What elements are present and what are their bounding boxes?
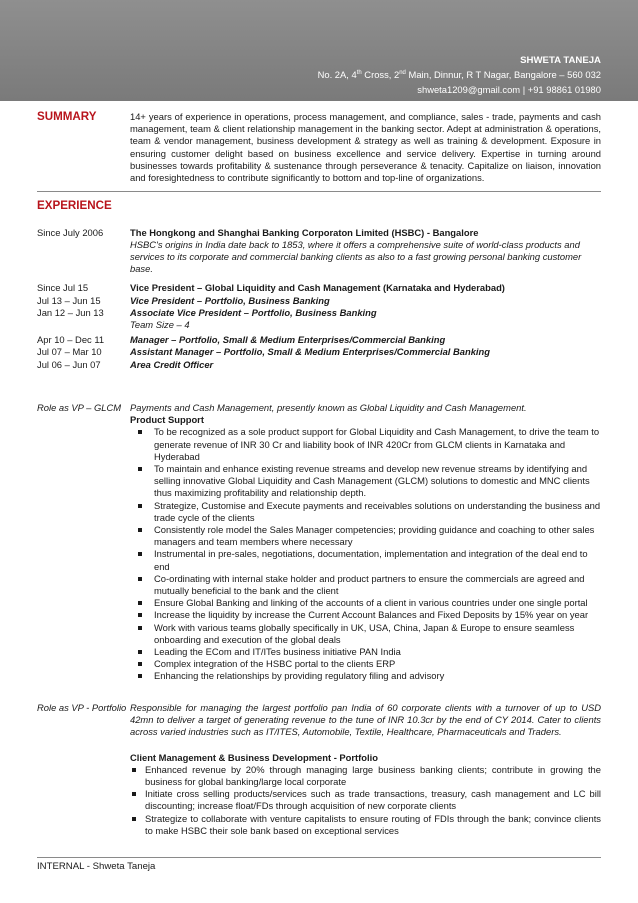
role-period: Jul 13 – Jun 15 bbox=[37, 295, 101, 306]
footer-divider bbox=[37, 857, 601, 858]
list-item: Enhancing the relationships by providing regulatory filing and advisory bbox=[130, 670, 601, 682]
glcm-intro: Payments and Cash Management, presently known as Global Liquidity and Cash Management. bbox=[130, 402, 527, 413]
list-item: Leading the ECom and IT/ITes business initiative PAN India bbox=[130, 646, 601, 658]
role-title: Associate Vice President – Portfolio, Business Banking bbox=[130, 307, 377, 318]
resume-header bbox=[0, 0, 638, 101]
glcm-section bbox=[130, 402, 601, 683]
role-title: Vice President – Global Liquidity and Cash Management (Karnataka and Hyderabad) bbox=[130, 282, 505, 293]
list-item: Complex integration of the HSBC portal to the clients ERP bbox=[130, 658, 601, 670]
role-title: Manager – Portfolio, Small & Medium Enterprises/Commercial Banking bbox=[130, 334, 446, 345]
role-period: Jul 07 – Mar 10 bbox=[37, 346, 102, 357]
glcm-subheading: Product Support bbox=[130, 414, 204, 426]
list-item: To be recognized as a sole product support for Global Liquidity and Cash Management, to drive the team to generate revenue of INR 30 Cr and liability book of INR 420Cr from GLCM clients in Karnataka and Hyderabad bbox=[130, 426, 601, 463]
list-item: Co-ordinating with internal stake holder and product partners to ensure the commercials are agreed and mutually beneficial to the bank and the client bbox=[130, 573, 601, 597]
list-item: Strategize to collaborate with venture capitalists to ensure routing of FDIs through the bank; convince clients to make HSBC their sole bank based on exceptional services bbox=[130, 813, 601, 837]
portfolio-subheading: Client Management & Business Development - Portfolio bbox=[130, 751, 378, 763]
list-item: Consistently role model the Sales Manager competencies; providing guidance and coaching to other sales managers and team members where necessary bbox=[130, 524, 601, 548]
footer-text: INTERNAL - Shweta Taneja bbox=[37, 861, 156, 872]
list-item: Enhanced revenue by 20% through managing large business banking clients; contribute in growing the business for global banking/large local corporate bbox=[130, 764, 601, 788]
bullet-icon bbox=[138, 528, 142, 532]
role-period: Since Jul 15 bbox=[37, 282, 89, 293]
portfolio-role-label: Role as VP - Portfolio bbox=[37, 702, 127, 713]
bullet-icon bbox=[138, 430, 142, 434]
experience-heading: EXPERIENCE bbox=[37, 199, 112, 212]
bullet-icon bbox=[138, 626, 142, 630]
list-item: Strategize, Customise and Execute payments and receivables solutions on understanding the business and trade cycle of the clients bbox=[130, 500, 601, 524]
section-divider bbox=[37, 191, 601, 192]
portfolio-intro: Responsible for managing the largest portfolio pan India of 60 corporate clients with a turnover of up to USD 42mn to deliver a target of generating revenue to the tune of INR 10.3cr by the end of CY 2014. Cater to clients across varied industries such as IT/ITES, Automobile, Textile, Healthcare, Pharmaceuticals and Traders. bbox=[130, 702, 601, 738]
candidate-contact: shweta1209@gmail.com | +91 98861 01980 bbox=[417, 84, 601, 95]
employer-name: The Hongkong and Shanghai Banking Corporaton Limited (HSBC) - Bangalore bbox=[130, 227, 479, 238]
bullet-icon bbox=[138, 552, 142, 556]
role-title: Vice President – Portfolio, Business Banking bbox=[130, 295, 330, 306]
role-period: Jan 12 – Jun 13 bbox=[37, 307, 104, 318]
employer-description: HSBC's origins in India date back to 1853, where it offers a comprehensive suite of world-class products and services to its corporate and commercial banking clients as also to a fast growing personal banking customer base. bbox=[130, 239, 582, 275]
bullet-icon bbox=[138, 662, 142, 666]
portfolio-section bbox=[130, 702, 601, 837]
bullet-icon bbox=[138, 467, 142, 471]
list-item: Ensure Global Banking and linking of the accounts of a client in various countries under one single portal bbox=[130, 597, 601, 609]
list-item: Initiate cross selling products/services such as trade transactions, treasury, cash management and LC bill discounting; increase float/FDs through acquisition of new corporate clients bbox=[130, 788, 601, 812]
list-item: To maintain and enhance existing revenue streams and develop new revenue streams by identifying and selling innovative Global Liquidity and Cash Management (GLCM) solutions to domestic and MNC clients thus maximizing profitability and relationship depth. bbox=[130, 463, 601, 500]
list-item: Instrumental in pre-sales, negotiations, documentation, implementation and integration of the deal end to end bbox=[130, 548, 601, 572]
employer-period: Since July 2006 bbox=[37, 227, 104, 238]
bullet-icon bbox=[132, 792, 136, 796]
bullet-icon bbox=[138, 504, 142, 508]
glcm-role-label: Role as VP – GLCM bbox=[37, 402, 122, 413]
summary-heading: SUMMARY bbox=[37, 110, 97, 123]
bullet-icon bbox=[132, 817, 136, 821]
bullet-icon bbox=[132, 768, 136, 772]
bullet-icon bbox=[138, 650, 142, 654]
list-item: Increase the liquidity by increase the Current Account Balances and Fixed Deposits by 15% year on year bbox=[130, 609, 601, 621]
list-item: Work with various teams globally specifically in UK, USA, China, Japan & Europe to ensure seamless onboarding and execution of the global deals bbox=[130, 622, 601, 646]
bullet-icon bbox=[138, 674, 142, 678]
summary-text: 14+ years of experience in operations, process management, and compliance, sales - trade, payments and cash management, team & client relationship management in the banking sector. Adept at administration & operations, team & vendor management, business development & strategy as well as training & development. Exposure in ensuring customer delight based on business excellence and service delivery. Expertise in turning around businesses towards profitability & sustenance through perseverance & tenacity. Capitalize on liaison, innovation and foresightedness to contribute significantly to bottom and top-line of organizations. bbox=[130, 111, 601, 184]
candidate-name: SHWETA TANEJA bbox=[520, 55, 601, 66]
role-title: Assistant Manager – Portfolio, Small & Medium Enterprises/Commercial Banking bbox=[130, 346, 490, 357]
bullet-icon bbox=[138, 613, 142, 617]
bullet-icon bbox=[138, 601, 142, 605]
glcm-bullet-list bbox=[130, 426, 601, 682]
role-period: Jul 06 – Jun 07 bbox=[37, 359, 101, 370]
candidate-address: No. 2A, 4th Cross, 2nd Main, Dinnur, R T Nagar, Bangalore – 560 032 bbox=[317, 69, 601, 80]
role-title: Area Credit Officer bbox=[130, 359, 214, 370]
role-period: Apr 10 – Dec 11 bbox=[37, 334, 105, 345]
portfolio-bullet-list bbox=[130, 764, 601, 837]
bullet-icon bbox=[138, 577, 142, 581]
team-size-note: Team Size – 4 bbox=[130, 319, 190, 330]
